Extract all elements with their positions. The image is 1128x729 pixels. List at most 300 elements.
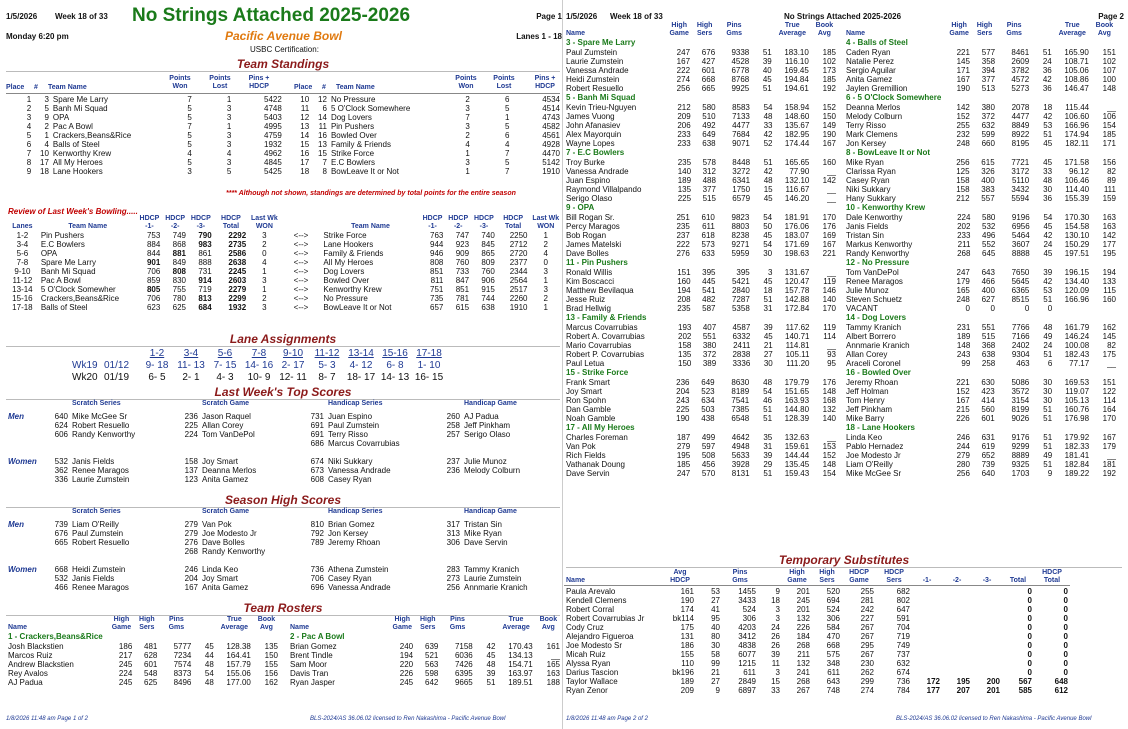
table-cell: 790: [198, 231, 212, 240]
table-cell: 611: [743, 668, 756, 677]
table-row: [844, 194, 1118, 203]
table-cell: 0: [1063, 623, 1068, 632]
score-cell: 731: [310, 412, 324, 421]
table-cell: 7: [322, 158, 327, 167]
subs-header-cell: [696, 569, 722, 586]
table-cell: 524: [742, 605, 756, 614]
table-cell: 1: [543, 276, 548, 285]
table-cell: 946: [430, 249, 444, 258]
table-cell: 8131: [731, 469, 750, 478]
table-cell: 649: [702, 130, 716, 139]
table-cell: 221: [822, 249, 836, 258]
table-cell: 9925: [731, 84, 750, 93]
score-cell: 236: [184, 412, 198, 421]
table-cell: 4470: [542, 149, 560, 158]
table-cell: 2245: [228, 267, 247, 276]
roster-column-right: [844, 22, 1118, 478]
table-cell: 51: [763, 405, 773, 414]
roster-table: [6, 616, 280, 687]
lane-assignment: 2- 1: [182, 372, 200, 383]
score-cell: [70, 439, 174, 448]
table-cell: [912, 587, 942, 596]
table-cell: 150: [822, 112, 836, 121]
table-cell: 225: [676, 405, 690, 414]
table-cell: 182.84: [1064, 460, 1090, 469]
table-cell: 267: [860, 623, 874, 632]
table-cell: 115.44: [1065, 103, 1090, 112]
table-cell: 6956: [1011, 222, 1030, 231]
score-cell: 306: [446, 538, 460, 547]
table-cell: 760: [481, 267, 495, 276]
table-cell: 755: [172, 285, 186, 294]
table-row: [564, 66, 838, 75]
women-label: [6, 466, 44, 475]
table-cell: 42: [1043, 277, 1053, 286]
score-row: [6, 565, 556, 574]
score-cell: 691: [310, 430, 324, 439]
subs-table-rows: [564, 569, 1070, 695]
table-cell: 552: [982, 240, 996, 249]
table-cell: 45: [486, 651, 496, 660]
table-cell: Ronald Willis: [566, 268, 613, 277]
score-cell: 279: [184, 529, 198, 538]
lane-assignments-table: [70, 348, 446, 384]
table-cell: 3: [465, 122, 470, 131]
table-cell: 181.91: [784, 213, 810, 222]
top-scores-title: Last Week's Top Scores: [6, 385, 560, 400]
table-row: [564, 139, 838, 148]
table-cell: 597: [701, 442, 716, 451]
score-cell: Jeff Pinkham: [464, 421, 511, 430]
table-cell: 51: [763, 295, 773, 304]
lane-assignment: 16- 15: [414, 372, 444, 383]
table-cell: 7: [504, 167, 510, 176]
score-cell: [300, 547, 326, 556]
table-cell: 195: [956, 677, 970, 686]
table-row: [564, 677, 1070, 686]
table-cell: 438: [701, 414, 715, 423]
table-cell: 160: [822, 158, 836, 167]
table-cell: 157.79: [226, 660, 251, 669]
footer-right-p2: BLS-2024/AS 36.06.02 licensed to Ren Nakashima - Pacific Avenue Bowl: [896, 716, 1092, 722]
score-cell: AJ Padua: [464, 412, 499, 421]
table-cell: No Pressure: [323, 294, 368, 303]
table-cell: 243: [676, 396, 690, 405]
score-cell: Randy Kenworthy: [202, 547, 266, 556]
roster-table: [564, 93, 838, 148]
table-cell: 8: [322, 167, 327, 176]
score-cell: 624: [54, 421, 68, 430]
page-divider: [562, 0, 563, 729]
table-cell: 154.58: [1064, 222, 1090, 231]
table-cell: 1910: [542, 167, 560, 176]
table-row: [844, 167, 1118, 176]
lane-pair: 9-10: [282, 348, 303, 359]
table-cell: 221: [956, 48, 970, 57]
table-cell: 33: [1043, 167, 1053, 176]
table-cell: 0: [1027, 596, 1032, 605]
table-cell: 244: [956, 442, 970, 451]
table-cell: 21: [711, 668, 720, 677]
table-cell: 125: [956, 167, 970, 176]
table-cell: 8583: [732, 103, 750, 112]
table-cell: 808: [430, 258, 444, 267]
table-cell: 42: [1042, 75, 1052, 84]
table-row: [844, 378, 1118, 387]
table-cell: 99: [961, 359, 971, 368]
table-cell: 158: [956, 176, 970, 185]
table-row: [844, 176, 1118, 185]
table-cell: 652: [981, 451, 995, 460]
table-cell: 164: [1102, 405, 1116, 414]
table-cell: 584: [826, 623, 840, 632]
score-rows: [6, 508, 556, 592]
table-cell: 40: [711, 623, 720, 632]
standings-rule: [6, 93, 560, 94]
table-cell: 146.24: [1064, 332, 1090, 341]
score-cell: Joy Smart: [202, 574, 239, 583]
table-cell: Frank Smart: [566, 378, 611, 387]
roster-header-cell: [193, 616, 215, 632]
score-cell: Vanessa Andrade: [328, 583, 391, 592]
table-cell: 77.90: [789, 167, 810, 176]
table-cell: 0: [1027, 668, 1032, 677]
table-cell: 295: [860, 641, 874, 650]
score-cell: Julie Munoz: [464, 457, 507, 466]
score-cell: Van Pok: [202, 520, 232, 529]
table-cell: 30: [763, 249, 773, 258]
lane-assignment: 6- 8: [386, 360, 404, 371]
table-cell: 151: [1102, 48, 1116, 57]
score-cell: 466: [54, 583, 68, 592]
table-cell: 51: [1043, 414, 1053, 423]
score-header-cell: Handicap Game: [464, 508, 517, 515]
table-cell: Noah Gamble: [566, 414, 616, 423]
table-cell: Laurie Zumstein: [566, 57, 624, 66]
table-cell: 53: [1043, 286, 1053, 295]
table-cell: 865: [481, 249, 495, 258]
table-cell: 99: [711, 659, 720, 668]
table-cell: Andrew Blackstien: [8, 660, 74, 669]
page-1: [0, 0, 562, 729]
table-cell: 395: [736, 268, 750, 277]
score-cell: 608: [310, 475, 324, 484]
table-cell: 7133: [732, 112, 750, 121]
table-cell: 551: [981, 323, 996, 332]
roster-team-name: 11 - Pin Pushers: [566, 258, 628, 267]
review-header-cell: HDCP -1-: [422, 215, 443, 230]
lanes-rows: [70, 348, 446, 384]
table-cell: 5358: [731, 304, 750, 313]
table-cell: 1: [465, 167, 470, 176]
table-cell: 171: [1102, 139, 1116, 148]
table-cell: [942, 659, 972, 668]
review-header-cell: Team Name: [68, 223, 108, 230]
table-row: [844, 405, 1118, 414]
table-cell: 156: [264, 669, 278, 678]
table-cell: 235: [677, 158, 692, 167]
table-row: [564, 268, 838, 277]
table-cell: 8238: [731, 231, 750, 240]
lane-pair: 11-12: [314, 348, 340, 359]
subs-header-cell: Total: [1009, 577, 1027, 584]
table-cell: 185: [1102, 130, 1116, 139]
table-cell: Mark Clemens: [846, 130, 898, 139]
table-cell: 51: [1043, 130, 1053, 139]
score-cell: 736: [310, 565, 324, 574]
roster-team-row: [564, 423, 838, 433]
table-cell: 201: [986, 686, 1000, 695]
table-cell: Darius Tascion: [566, 668, 619, 677]
roster-header-cell: Name: [846, 30, 866, 37]
table-row: [564, 167, 838, 176]
table-cell: 5: [187, 131, 192, 140]
table-cell: 389: [702, 359, 717, 368]
lanes-spacer: [102, 348, 140, 360]
table-cell: 27: [763, 350, 773, 359]
score-cell: 792: [310, 529, 324, 538]
score-cell: Tom VanDePol: [202, 430, 255, 439]
table-cell: [972, 668, 1002, 677]
table-cell: 4759: [264, 131, 282, 140]
table-cell: [972, 605, 1002, 614]
table-cell: 160: [1102, 295, 1116, 304]
table-cell: 248: [956, 139, 970, 148]
table-cell: Percy Maragos: [566, 222, 620, 231]
roster-table: [564, 203, 838, 258]
score-cell: 260: [446, 412, 460, 421]
table-cell: 51: [763, 158, 773, 167]
table-cell: 53: [711, 587, 720, 596]
table-cell: Strike Force: [323, 231, 367, 240]
table-cell: 0: [1047, 304, 1053, 313]
table-cell: 567: [1018, 677, 1032, 686]
table-cell: Renee Maragos: [846, 277, 903, 286]
table-cell: 5: [504, 122, 510, 131]
review-header: [6, 215, 562, 231]
table-cell: 194: [677, 286, 691, 295]
table-cell: 0: [1063, 641, 1068, 650]
table-cell: Steven Schuetz: [846, 295, 903, 304]
table-cell: 226: [399, 669, 414, 678]
table-cell: Jon Kersey: [846, 139, 887, 148]
table-row: [564, 378, 838, 387]
table-cell: 13: [300, 122, 310, 131]
score-cell: [326, 547, 436, 556]
score-cell: Niki Sukkary: [328, 457, 373, 466]
table-cell: 1: [543, 231, 548, 240]
table-cell: 2517: [509, 285, 528, 294]
table-cell: 482: [702, 295, 716, 304]
score-cell: Jason Raquel: [202, 412, 251, 421]
table-cell: 632: [896, 659, 910, 668]
table-cell: 54: [1043, 213, 1053, 222]
table-cell: 4: [26, 122, 32, 131]
table-cell: 0: [1027, 623, 1032, 632]
table-cell: 731: [198, 267, 212, 276]
table-cell: 4: [187, 149, 192, 158]
footer-right-p1: BLS-2024/AS 36.06.02 licensed to Ren Nakashima - Pacific Avenue Bowl: [310, 716, 506, 722]
table-cell: 8195: [1011, 139, 1030, 148]
table-cell: 267: [860, 650, 874, 659]
table-cell: 36: [1043, 194, 1053, 203]
table-cell: 5 O'Clock Somewhere: [330, 104, 411, 113]
table-cell: 182.11: [1065, 139, 1090, 148]
table-cell: 634: [701, 396, 715, 405]
spacer-row: [6, 556, 556, 565]
table-cell: 227: [860, 614, 874, 623]
table-cell: 170: [1102, 414, 1116, 423]
table-cell: 108.86: [1064, 75, 1089, 84]
score-cell: 789: [310, 538, 324, 547]
table-cell: 6897: [738, 686, 756, 695]
review-table: [6, 215, 562, 312]
table-cell: 247: [676, 469, 691, 478]
table-cell: Tom Henry: [846, 396, 885, 405]
table-cell: 176: [822, 378, 836, 387]
score-cell: Anita Gamez: [202, 583, 249, 592]
table-row: [288, 678, 562, 687]
table-cell: 152: [956, 112, 970, 121]
table-cell: __: [827, 341, 836, 350]
table-cell: 9823: [731, 213, 750, 222]
table-cell: 3272: [732, 167, 751, 176]
table-cell: Matthew Bevilaqua: [566, 286, 634, 295]
table-cell: [972, 641, 1002, 650]
standings-table: [6, 95, 562, 176]
roster-table: [844, 313, 1118, 368]
lanes-range: Lanes 1 - 18: [516, 32, 562, 41]
table-cell: Pac A Bowl: [40, 276, 81, 285]
roster-team-name: 5 - Banh Mi Squad: [566, 93, 636, 102]
table-cell: 377: [702, 185, 716, 194]
score-cell: Linda Keo: [202, 565, 239, 574]
table-cell: 17: [40, 158, 49, 167]
spacer: [6, 448, 44, 457]
table-cell: 100: [1102, 75, 1116, 84]
table-cell: 189: [677, 176, 692, 185]
table-cell: 2849: [738, 677, 756, 686]
table-cell: 256: [676, 84, 691, 93]
table-cell: 163: [1102, 213, 1116, 222]
table-cell: 18: [40, 167, 49, 176]
table-cell: 395: [702, 268, 716, 277]
table-cell: 17-18: [12, 303, 33, 312]
table-cell: 11: [300, 104, 310, 113]
score-header: [6, 400, 556, 408]
table-row: [844, 359, 1118, 368]
table-cell: <-->: [293, 303, 309, 312]
table-cell: 42: [1043, 231, 1053, 240]
table-cell: Allan Corey: [846, 350, 888, 359]
table-cell: 753: [146, 231, 161, 240]
table-cell: Bill Rogan Sr.: [566, 213, 615, 222]
score-cell: Brian Gomez: [328, 520, 375, 529]
table-cell: 647: [896, 605, 910, 614]
table-cell: 7234: [173, 651, 192, 660]
lanes-header: [70, 348, 446, 360]
table-cell: 719: [198, 285, 212, 294]
table-cell: 108.71: [1064, 57, 1089, 66]
table-cell: Bowled Over: [330, 131, 377, 140]
men-label: [6, 529, 44, 538]
table-cell: 1: [226, 122, 232, 131]
table-cell: <-->: [293, 249, 309, 258]
table-cell: 163.93: [784, 396, 810, 405]
roster-header-cell: Pins Gms: [1006, 22, 1022, 37]
table-cell: Lane Hookers: [323, 240, 374, 249]
score-cell: Juan Espino: [328, 412, 373, 421]
table-cell: 6: [1047, 359, 1053, 368]
table-cell: 51: [762, 84, 772, 93]
table-cell: 868: [172, 240, 186, 249]
table-cell: Alex Mayorquin: [566, 130, 622, 139]
table-cell: 39: [771, 650, 780, 659]
score-cell: Tristan Sin: [464, 520, 502, 529]
page-2: [564, 0, 1128, 729]
table-cell: 230: [860, 659, 874, 668]
table-cell: Joe Modesto Jr: [846, 451, 901, 460]
table-cell: 80: [711, 632, 720, 641]
table-cell: [942, 641, 972, 650]
league-title-p2: No Strings Attached 2025-2026: [784, 12, 902, 21]
table-cell: 2: [262, 240, 267, 249]
table-cell: 128.38: [226, 642, 251, 651]
lane-pair: 5-6: [217, 348, 233, 359]
table-cell: 18: [300, 167, 310, 176]
table-cell: 190: [680, 596, 694, 605]
table-cell: 151: [677, 268, 691, 277]
table-row: [844, 139, 1118, 148]
table-cell: 780: [172, 294, 186, 303]
table-cell: 279: [956, 451, 970, 460]
table-cell: 177: [926, 686, 940, 695]
table-cell: Jeff Holman: [846, 387, 889, 396]
roster-team-row: [564, 368, 838, 378]
score-cell: Allan Corey: [202, 421, 244, 430]
lane-assignment: 18- 17: [346, 372, 376, 383]
table-cell: Strike Force: [330, 149, 375, 158]
score-cell: 158: [184, 457, 198, 466]
table-cell: 45: [762, 75, 772, 84]
table-cell: 142: [822, 176, 836, 185]
table-cell: 6: [26, 140, 32, 149]
roster-header-cell: High Sers: [696, 22, 713, 37]
score-cell: Joe Modesto Jr: [202, 529, 257, 538]
table-cell: Kevin Trieu-Nguyen: [566, 103, 637, 112]
table-cell: 31: [763, 442, 773, 451]
roster-table: [564, 423, 838, 478]
review-header-cell: HDCP Total: [503, 215, 524, 230]
table-cell: 615: [981, 158, 995, 167]
table-cell: 27: [711, 596, 720, 605]
table-cell: 1910: [509, 303, 528, 312]
table-cell: 212: [956, 194, 970, 203]
table-cell: 1: [465, 149, 470, 158]
table-cell: 7541: [731, 396, 750, 405]
table-row: [6, 95, 562, 104]
roster-header-cell: [1031, 22, 1054, 38]
table-cell: 242: [860, 605, 874, 614]
table-cell: 575: [826, 650, 840, 659]
table-cell: __: [551, 651, 560, 660]
score-cell: 640: [54, 412, 68, 421]
table-cell: 7166: [1011, 332, 1030, 341]
table-cell: 194: [1102, 268, 1116, 277]
table-cell: 142: [1102, 231, 1116, 240]
score-cell: 691: [310, 421, 324, 430]
table-row: [844, 277, 1118, 286]
